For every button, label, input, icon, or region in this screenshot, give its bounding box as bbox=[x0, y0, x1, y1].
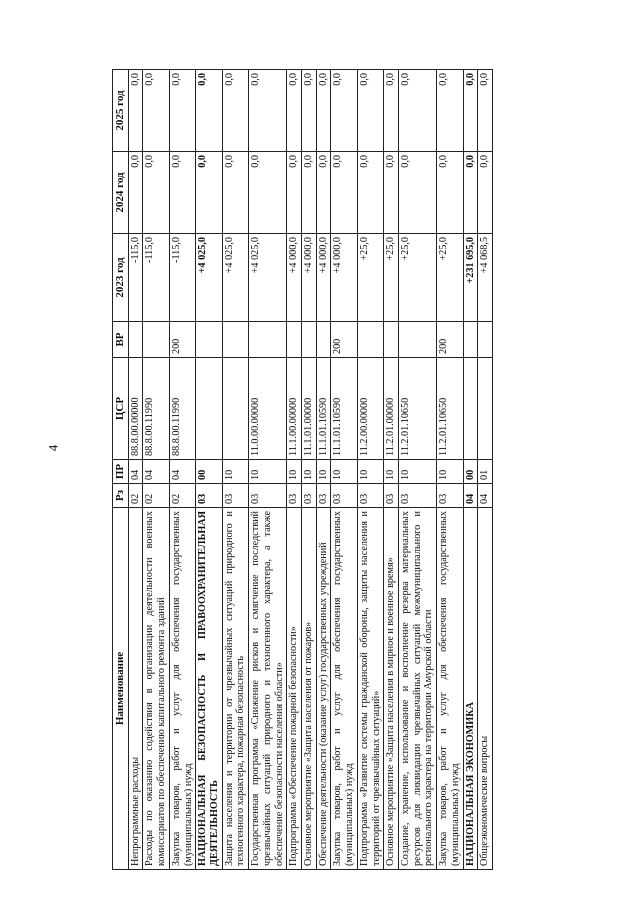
cell-vr bbox=[196, 322, 222, 358]
cell-name: Обеспечение деятельности (оказание услуг) государственных учреждений bbox=[316, 508, 331, 870]
cell-2025: 0,0 bbox=[301, 70, 316, 152]
cell-2023: -115,0 bbox=[143, 234, 169, 322]
cell-2023: +4 025,0 bbox=[249, 234, 287, 322]
table-row bbox=[463, 70, 478, 870]
cell-rz: 03 bbox=[384, 484, 399, 508]
cell-name: Общеэкономические вопросы bbox=[478, 508, 493, 870]
cell-csr: 11.2.00.00000 bbox=[357, 358, 383, 460]
table-body bbox=[128, 70, 492, 870]
cell-rz: 03 bbox=[331, 484, 357, 508]
cell-2024: 0,0 bbox=[196, 152, 222, 234]
cell-rz: 02 bbox=[128, 484, 143, 508]
cell-csr: 11.0.00.00000 bbox=[249, 358, 287, 460]
table-row bbox=[287, 70, 302, 870]
table-row bbox=[169, 70, 195, 870]
cell-2023: +25,0 bbox=[437, 234, 463, 322]
table-row bbox=[143, 70, 169, 870]
cell-vr: 200 bbox=[437, 322, 463, 358]
cell-2023: +4 000,0 bbox=[316, 234, 331, 322]
cell-name: НАЦИОНАЛЬНАЯ БЕЗОПАСНОСТЬ И ПРАВООХРАНИТЕЛЬНАЯ ДЕЯТЕЛЬНОСТЬ bbox=[196, 508, 222, 870]
cell-2023: -115,0 bbox=[169, 234, 195, 322]
cell-2025: 0,0 bbox=[478, 70, 493, 152]
cell-2023: +4 000,0 bbox=[287, 234, 302, 322]
header-name: Наименование bbox=[113, 508, 129, 870]
cell-vr bbox=[399, 322, 437, 358]
table-row bbox=[316, 70, 331, 870]
header-2025: 2025 год bbox=[113, 70, 129, 152]
cell-2023: +4 000,0 bbox=[331, 234, 357, 322]
cell-csr: 11.1.01.00000 bbox=[301, 358, 316, 460]
cell-2023: -115,0 bbox=[128, 234, 143, 322]
cell-name: Защита населения и территории от чрезвычайных ситуаций природного и техногенного характера, пожарная безопасность bbox=[222, 508, 248, 870]
table-row bbox=[384, 70, 399, 870]
cell-rz: 03 bbox=[249, 484, 287, 508]
cell-2023: +25,0 bbox=[399, 234, 437, 322]
cell-rz: 04 bbox=[478, 484, 493, 508]
cell-csr: 88.8.00.00000 bbox=[128, 358, 143, 460]
cell-csr bbox=[478, 358, 493, 460]
cell-rz: 02 bbox=[143, 484, 169, 508]
cell-vr bbox=[128, 322, 143, 358]
cell-csr: 88.8.00.11990 bbox=[143, 358, 169, 460]
cell-2024: 0,0 bbox=[478, 152, 493, 234]
cell-pr: 10 bbox=[287, 460, 302, 484]
table-row bbox=[399, 70, 437, 870]
cell-rz: 03 bbox=[222, 484, 248, 508]
header-pr: ПР bbox=[113, 460, 129, 484]
cell-name: Создание, хранение, использование и восполнение резерва материальных ресурсов для ликвидации чрезвычайных ситуаций межмуниципального и регионального характера на территории Амурской области bbox=[399, 508, 437, 870]
cell-name: Основное мероприятие «Защита населения в мирное и военное время» bbox=[384, 508, 399, 870]
cell-name: Закупка товаров, работ и услуг для обеспечения государственных (муниципальных) нужд bbox=[437, 508, 463, 870]
cell-2024: 0,0 bbox=[169, 152, 195, 234]
cell-vr: 200 bbox=[331, 322, 357, 358]
page-number: 4 bbox=[45, 444, 61, 452]
cell-pr: 10 bbox=[331, 460, 357, 484]
table-row bbox=[128, 70, 143, 870]
header-2023: 2023 год bbox=[113, 234, 129, 322]
cell-2024: 0,0 bbox=[301, 152, 316, 234]
cell-csr bbox=[222, 358, 248, 460]
cell-2024: 0,0 bbox=[222, 152, 248, 234]
cell-vr: 200 bbox=[169, 322, 195, 358]
cell-name: Расходы по оказанию содействия в организации деятельности военных комиссариатов по обеспечению капитального ремонта зданий bbox=[143, 508, 169, 870]
cell-2024: 0,0 bbox=[331, 152, 357, 234]
cell-2023: +4 000,0 bbox=[301, 234, 316, 322]
cell-name: Основное мероприятие «Защита населения от пожаров» bbox=[301, 508, 316, 870]
cell-rz: 03 bbox=[316, 484, 331, 508]
cell-rz: 03 bbox=[399, 484, 437, 508]
cell-2024: 0,0 bbox=[249, 152, 287, 234]
cell-2025: 0,0 bbox=[357, 70, 383, 152]
cell-csr bbox=[196, 358, 222, 460]
budget-table bbox=[112, 69, 493, 870]
cell-vr bbox=[357, 322, 383, 358]
cell-rz: 03 bbox=[196, 484, 222, 508]
cell-pr: 04 bbox=[128, 460, 143, 484]
cell-vr bbox=[478, 322, 493, 358]
cell-pr: 10 bbox=[357, 460, 383, 484]
cell-2025: 0,0 bbox=[143, 70, 169, 152]
cell-vr bbox=[463, 322, 478, 358]
cell-pr: 10 bbox=[384, 460, 399, 484]
cell-2025: 0,0 bbox=[169, 70, 195, 152]
cell-2023: +4 068,5 bbox=[478, 234, 493, 322]
cell-rz: 03 bbox=[437, 484, 463, 508]
table-row bbox=[437, 70, 463, 870]
cell-pr: 04 bbox=[143, 460, 169, 484]
cell-pr: 01 bbox=[478, 460, 493, 484]
cell-csr: 11.2.01.00000 bbox=[384, 358, 399, 460]
cell-pr: 00 bbox=[196, 460, 222, 484]
cell-2025: 0,0 bbox=[222, 70, 248, 152]
cell-pr: 10 bbox=[222, 460, 248, 484]
table-row bbox=[301, 70, 316, 870]
cell-2023: +4 025,0 bbox=[222, 234, 248, 322]
cell-2025: 0,0 bbox=[399, 70, 437, 152]
cell-name: Непрограммные расходы bbox=[128, 508, 143, 870]
rotated-page bbox=[112, 70, 640, 870]
table-row bbox=[478, 70, 493, 870]
cell-pr: 04 bbox=[169, 460, 195, 484]
cell-2023: +231 695,0 bbox=[463, 234, 478, 322]
cell-pr: 10 bbox=[249, 460, 287, 484]
cell-2024: 0,0 bbox=[437, 152, 463, 234]
header-csr: ЦСР bbox=[113, 358, 129, 460]
cell-rz: 02 bbox=[169, 484, 195, 508]
cell-name: НАЦИОНАЛЬНАЯ ЭКОНОМИКА bbox=[463, 508, 478, 870]
cell-2024: 0,0 bbox=[384, 152, 399, 234]
cell-2023: +25,0 bbox=[384, 234, 399, 322]
cell-2025: 0,0 bbox=[249, 70, 287, 152]
cell-pr: 10 bbox=[316, 460, 331, 484]
cell-vr bbox=[287, 322, 302, 358]
cell-pr: 00 bbox=[463, 460, 478, 484]
cell-2024: 0,0 bbox=[143, 152, 169, 234]
table-row bbox=[357, 70, 383, 870]
cell-2023: +4 025,0 bbox=[196, 234, 222, 322]
cell-2023: +25,0 bbox=[357, 234, 383, 322]
cell-name: Государственная программа «Снижение рисков и смягчение последствий чрезвычайных ситуаций природного и техногенного характера, а также обеспечение безопасности населения области» bbox=[249, 508, 287, 870]
cell-rz: 03 bbox=[357, 484, 383, 508]
cell-rz: 04 bbox=[463, 484, 478, 508]
cell-vr bbox=[316, 322, 331, 358]
cell-name: Закупка товаров, работ и услуг для обеспечения государственных (муниципальных) нужд bbox=[169, 508, 195, 870]
cell-2025: 0,0 bbox=[331, 70, 357, 152]
table-row bbox=[331, 70, 357, 870]
cell-2025: 0,0 bbox=[196, 70, 222, 152]
table-row bbox=[249, 70, 287, 870]
cell-vr bbox=[301, 322, 316, 358]
cell-2025: 0,0 bbox=[128, 70, 143, 152]
cell-name: Подпрограмма «Развитие системы гражданской обороны, защиты населения и территорий от чрезвычайных ситуаций» bbox=[357, 508, 383, 870]
header-2024: 2024 год bbox=[113, 152, 129, 234]
cell-2025: 0,0 bbox=[384, 70, 399, 152]
cell-2024: 0,0 bbox=[287, 152, 302, 234]
cell-csr bbox=[463, 358, 478, 460]
cell-rz: 03 bbox=[287, 484, 302, 508]
header-rz: Рз bbox=[113, 484, 129, 508]
cell-pr: 10 bbox=[437, 460, 463, 484]
cell-csr: 88.8.00.11990 bbox=[169, 358, 195, 460]
cell-2025: 0,0 bbox=[316, 70, 331, 152]
cell-name: Закупка товаров, работ и услуг для обеспечения государственных (муниципальных) нужд bbox=[331, 508, 357, 870]
cell-csr: 11.2.01.10650 bbox=[399, 358, 437, 460]
cell-pr: 10 bbox=[301, 460, 316, 484]
cell-2024: 0,0 bbox=[357, 152, 383, 234]
cell-2024: 0,0 bbox=[316, 152, 331, 234]
cell-vr bbox=[143, 322, 169, 358]
cell-2024: 0,0 bbox=[399, 152, 437, 234]
cell-csr: 11.1.01.10590 bbox=[316, 358, 331, 460]
table-row bbox=[222, 70, 248, 870]
cell-csr: 11.1.00.00000 bbox=[287, 358, 302, 460]
cell-vr bbox=[249, 322, 287, 358]
cell-name: Подпрограмма «Обеспечение пожарной безопасности» bbox=[287, 508, 302, 870]
cell-2025: 0,0 bbox=[463, 70, 478, 152]
cell-2024: 0,0 bbox=[463, 152, 478, 234]
cell-2025: 0,0 bbox=[287, 70, 302, 152]
header-vr: ВР bbox=[113, 322, 129, 358]
cell-2024: 0,0 bbox=[128, 152, 143, 234]
cell-csr: 11.1.01.10590 bbox=[331, 358, 357, 460]
cell-pr: 10 bbox=[399, 460, 437, 484]
cell-rz: 03 bbox=[301, 484, 316, 508]
cell-vr bbox=[222, 322, 248, 358]
cell-csr: 11.2.01.10650 bbox=[437, 358, 463, 460]
cell-2025: 0,0 bbox=[437, 70, 463, 152]
cell-vr bbox=[384, 322, 399, 358]
table-row bbox=[196, 70, 222, 870]
table-header-row bbox=[113, 70, 129, 870]
